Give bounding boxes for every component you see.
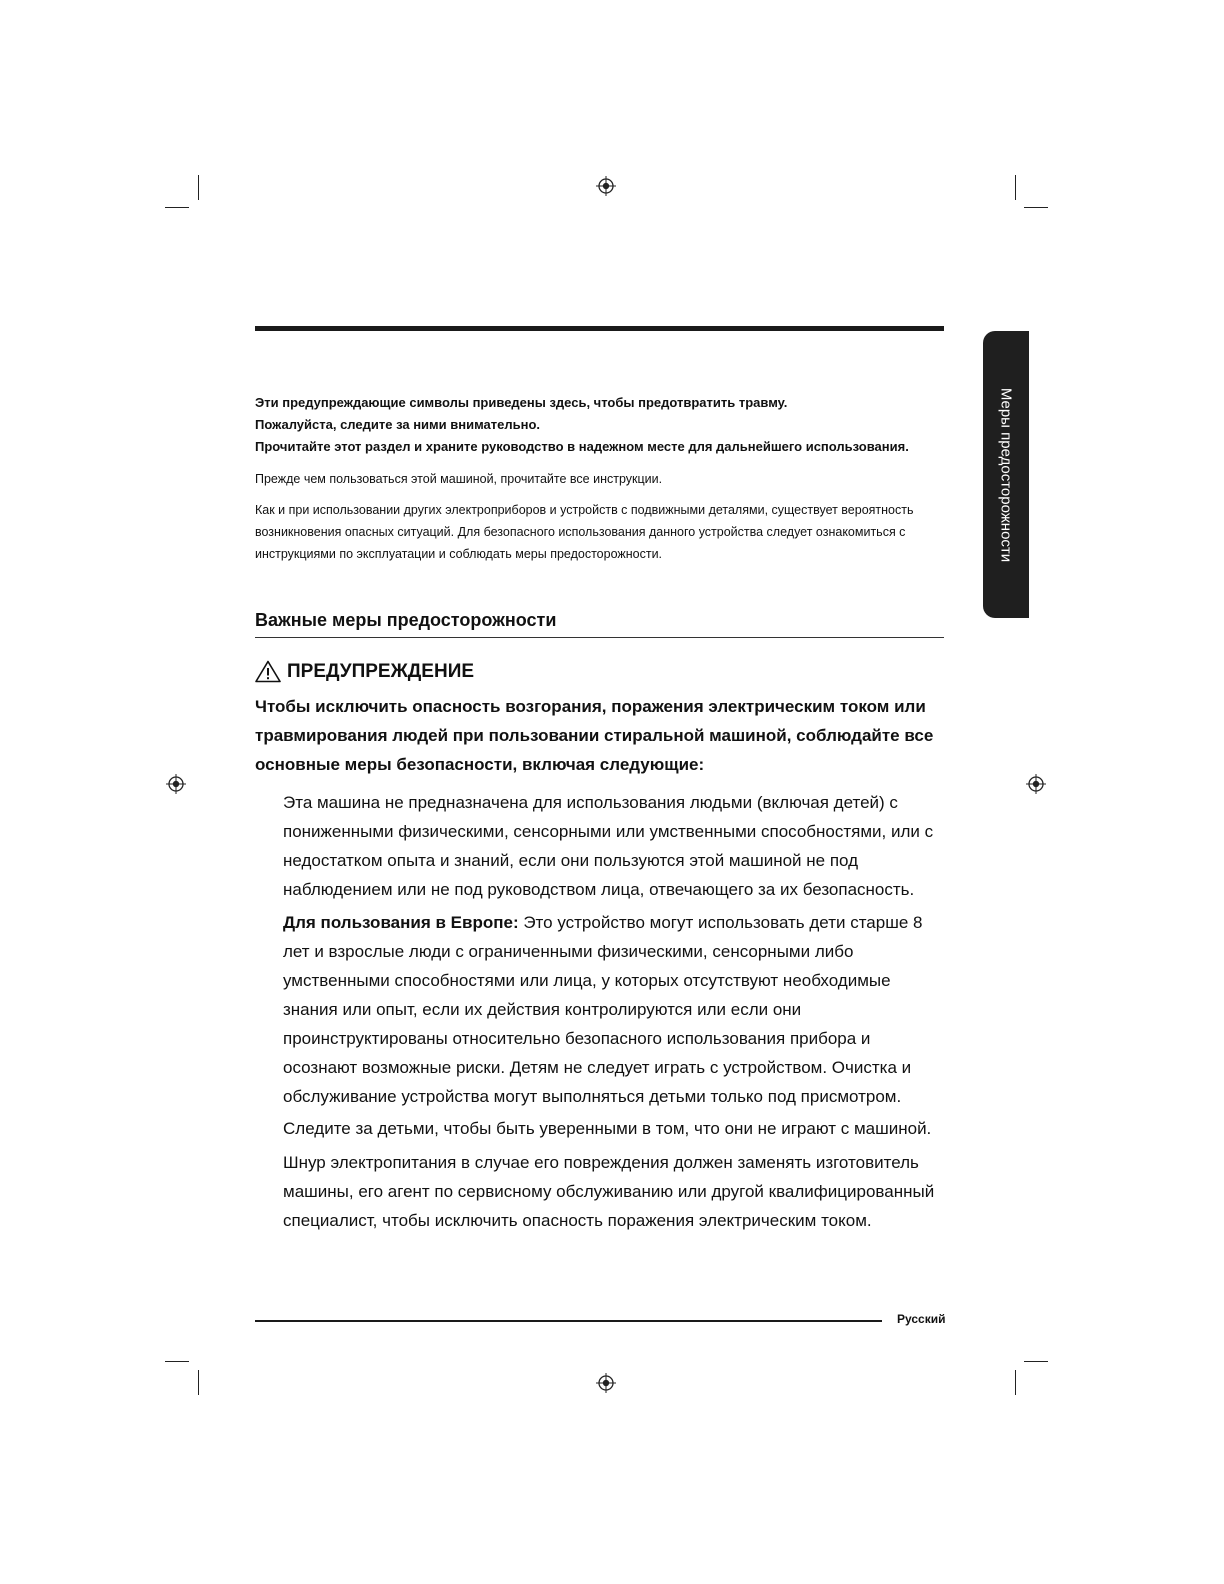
- registration-mark-icon: [166, 774, 186, 794]
- intro-bold-line: Пожалуйста, следите за ними внимательно.: [255, 417, 541, 432]
- list-item-text: Эта машина не предназначена для использования людьми (включая детей) с пониженными физическими, сенсорными или умственными способностями, или с недостатком опыта и знаний, если они пользуются этой машиной не под наблюдением или не под руководством лица, отвечающего за их безопасность.: [283, 793, 934, 899]
- intro-bold-line: Эти предупреждающие символы приведены здесь, чтобы предотвратить травму.: [255, 395, 788, 410]
- section-title: Важные меры предосторожности: [255, 610, 944, 638]
- crop-mark: [1015, 175, 1016, 200]
- warning-triangle-icon: [255, 660, 281, 683]
- crop-mark: [165, 207, 189, 208]
- crop-mark: [198, 175, 199, 200]
- warning-heading: [255, 660, 474, 683]
- intro-paragraph: Как и при использовании других электроприборов и устройств с подвижными деталями, существует вероятность возникновения опасных ситуаций. Для безопасного использования данного устройства следует ознакомиться с инструкциями по эксплуатации и соблюдать меры предосторожности.: [255, 503, 914, 561]
- crop-mark: [165, 1361, 189, 1362]
- list-item-text: Шнур электропитания в случае его повреждения должен заменять изготовитель машины, его агент по сервисному обслуживанию или другой квалифицированный специалист, чтобы исключить опасность поражения электрическим током.: [283, 1153, 935, 1230]
- registration-mark-icon: [1026, 774, 1046, 794]
- registration-mark-icon: [596, 1373, 616, 1393]
- list-item: [283, 1114, 943, 1143]
- footer-language: Русский: [897, 1312, 946, 1326]
- list-item-bold-prefix: Для пользования в Европе:: [283, 913, 519, 932]
- warning-lead-text: Чтобы исключить опасность возгорания, поражения электрическим током или травмирования людей при пользовании стиральной машиной, соблюдайте все основные меры безопасности, включая следующие:: [255, 697, 934, 774]
- crop-mark: [1024, 1361, 1048, 1362]
- crop-mark: [1024, 207, 1048, 208]
- header-rule: [255, 326, 944, 331]
- footer-rule: [255, 1320, 882, 1322]
- crop-mark: [198, 1370, 199, 1395]
- list-item: [283, 1148, 943, 1235]
- side-tab-label: Меры предосторожности: [997, 387, 1015, 562]
- intro-paragraph: Прежде чем пользоваться этой машиной, прочитайте все инструкции.: [255, 472, 663, 486]
- list-item-text: Это устройство могут использовать дети старше 8 лет и взрослые люди с ограниченными физическими, сенсорными либо умственными способностями или лица, у которых отсутствуют необходимые знания или опыт, если их действия контролируются или если они проинструктированы относительно безопасного использования прибора и осознают возможные риски. Детям не следует играть с устройством. Очистка и обслуживание устройства могут выполняться детьми только под присмотром.: [283, 913, 923, 1106]
- list-item-text: Следите за детьми, чтобы быть уверенными в том, что они не играют с машиной.: [283, 1119, 932, 1138]
- crop-mark: [1015, 1370, 1016, 1395]
- registration-mark-icon: [596, 176, 616, 196]
- list-item: [283, 788, 943, 904]
- intro-bold-line: Прочитайте этот раздел и храните руководство в надежном месте для дальнейшего использования.: [255, 439, 909, 454]
- chapter-side-tab: [983, 331, 1029, 618]
- warning-label: ПРЕДУПРЕЖДЕНИЕ: [287, 660, 475, 682]
- list-item: [283, 908, 943, 1111]
